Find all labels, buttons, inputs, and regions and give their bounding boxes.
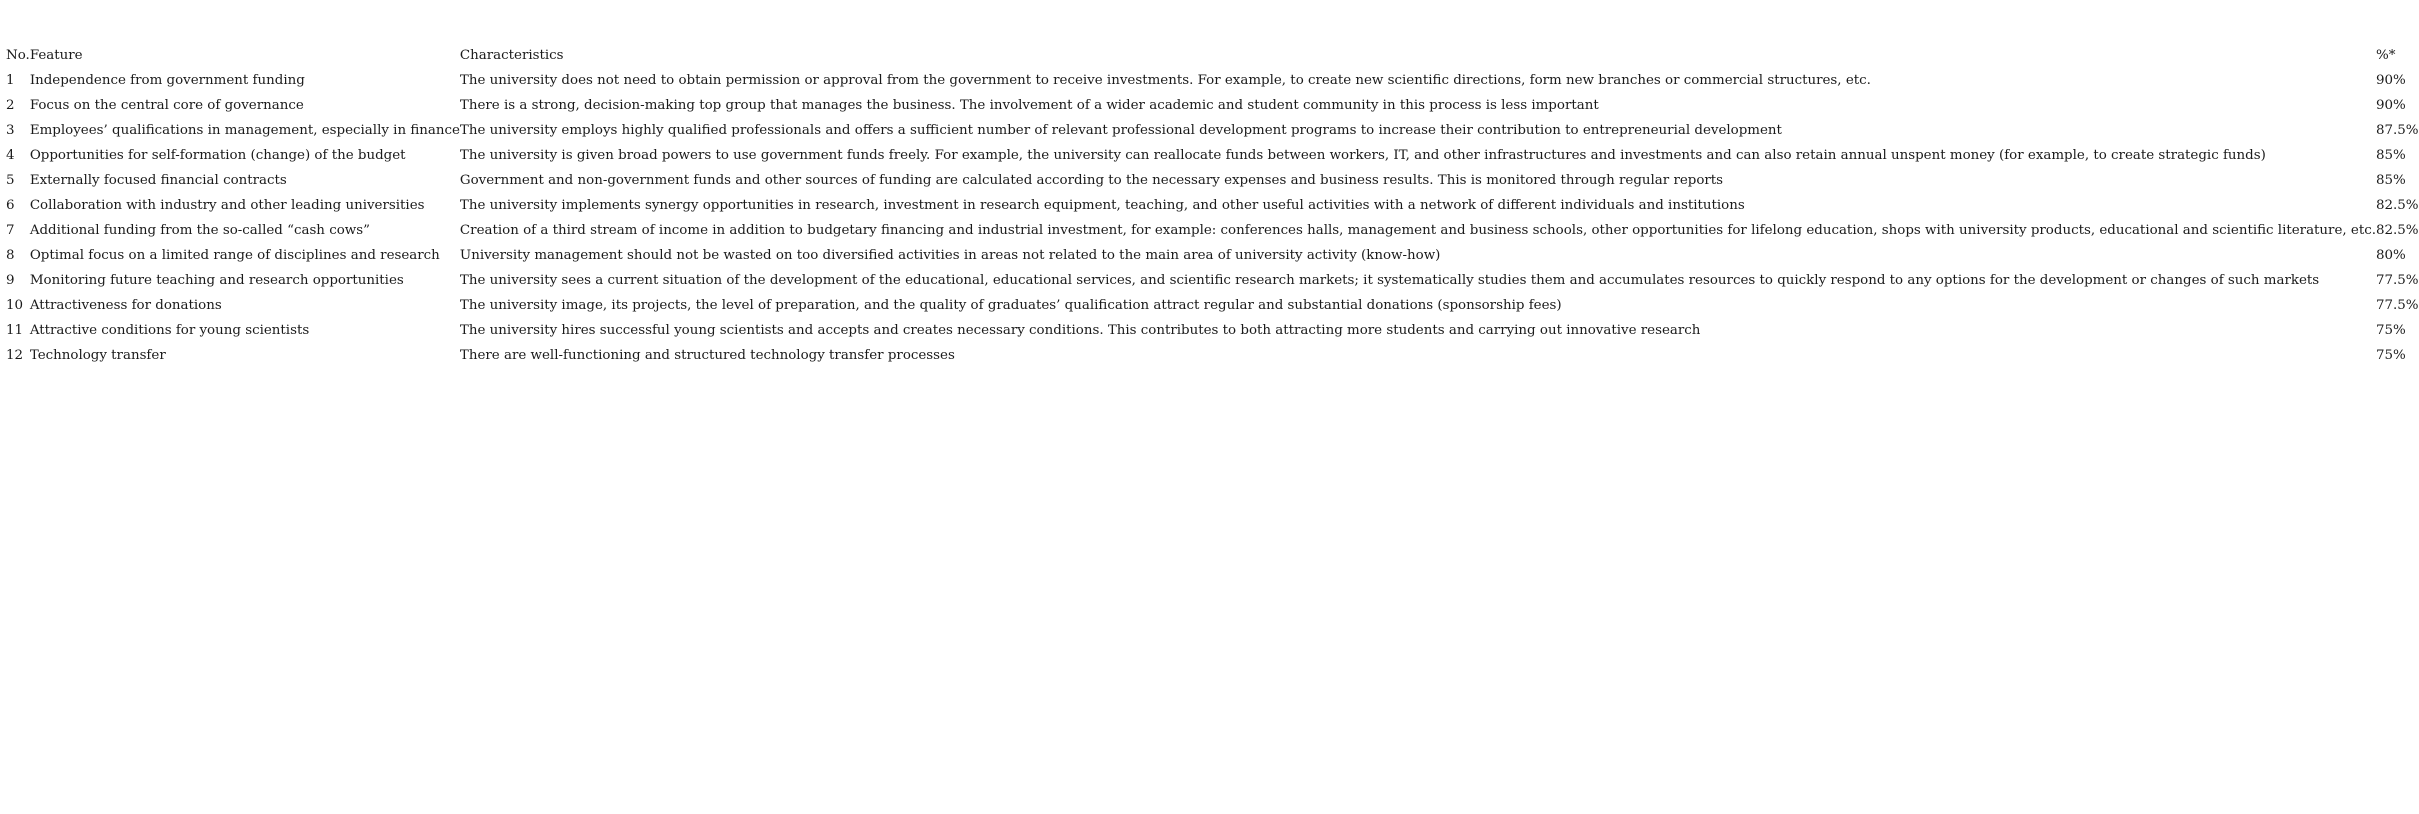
- cell-characteristics: The university image, its projects, the level of preparation, and the quality of graduates’ qualification attract regular and substantial donations (sponsorship fees): [459, 298, 1562, 313]
- cell-percent: 75%: [2375, 348, 2406, 363]
- cell-characteristics: There is a strong, decision-making top group that manages the business. The involvement of a wider academic and student community in this process is less important: [459, 98, 1599, 113]
- table-row: [6, 168, 2419, 193]
- table-row: [6, 318, 2419, 343]
- cell-characteristics: The university employs highly qualified professionals and offers a sufficient number of relevant professional development programs to increase their contribution to entrepreneurial development: [459, 123, 1782, 138]
- cell-feature: Employees’ qualifications in management, especially in finance: [29, 123, 460, 138]
- table-row: [6, 343, 2419, 368]
- header-percent: %*: [2375, 48, 2396, 63]
- cell-characteristics: There are well-functioning and structured technology transfer processes: [459, 348, 955, 363]
- table-body: [6, 68, 2419, 368]
- table-header: [6, 43, 2419, 68]
- table-row: [6, 68, 2419, 93]
- cell-feature: Additional funding from the so-called “cash cows”: [29, 223, 370, 238]
- cell-characteristics: Government and non-government funds and other sources of funding are calculated according to the necessary expenses and business results. This is monitored through regular reports: [459, 173, 1724, 188]
- table-row: [6, 193, 2419, 218]
- cell-no: 9: [6, 273, 15, 288]
- cell-characteristics: The university hires successful young scientists and accepts and creates necessary conditions. This contributes to both attracting more students and carrying out innovative research: [459, 323, 1701, 338]
- header-characteristics: Characteristics: [459, 48, 564, 63]
- cell-percent: 82.5%: [2375, 223, 2419, 238]
- cell-no: 10: [6, 298, 24, 313]
- cell-percent: 85%: [2375, 173, 2406, 188]
- table-row: [6, 143, 2419, 168]
- cell-percent: 82.5%: [2375, 198, 2419, 213]
- cell-feature: Opportunities for self-formation (change) of the budget: [29, 148, 406, 163]
- cell-characteristics: The university does not need to obtain permission or approval from the government to receive investments. For example, to create new scientific directions, form new branches or commercial structures, etc.: [459, 73, 1871, 88]
- cell-percent: 80%: [2375, 248, 2406, 263]
- header-no: No.: [6, 48, 30, 63]
- cell-characteristics: University management should not be wasted on too diversified activities in areas not related to the main area of university activity (know-how): [459, 248, 1441, 263]
- cell-no: 3: [6, 123, 15, 138]
- cell-no: 2: [6, 98, 15, 113]
- cell-percent: 75%: [2375, 323, 2406, 338]
- cell-no: 8: [6, 248, 15, 263]
- cell-no: 7: [6, 223, 15, 238]
- cell-feature: Focus on the central core of governance: [29, 98, 304, 113]
- cell-characteristics: The university is given broad powers to use government funds freely. For example, the university can reallocate funds between workers, IT, and other infrastructures and investments and can also retain annual unspent money (for example, to create strategic funds): [459, 148, 2266, 163]
- cell-percent: 77.5%: [2375, 298, 2419, 313]
- cell-percent: 85%: [2375, 148, 2406, 163]
- cell-feature: Attractive conditions for young scientists: [29, 323, 310, 338]
- header-feature: Feature: [29, 48, 83, 63]
- cell-no: 6: [6, 198, 15, 213]
- cell-no: 5: [6, 173, 15, 188]
- cell-characteristics: Creation of a third stream of income in addition to budgetary financing and industrial investment, for example: conferences halls, management and business schools, other opportunities for lifelong education, shops with university products, educational and scientific literature, etc.: [459, 223, 2376, 238]
- cell-characteristics: The university implements synergy opportunities in research, investment in research equipment, teaching, and other useful activities with a network of different individuals and institutions: [459, 198, 1745, 213]
- cell-no: 12: [6, 348, 24, 363]
- cell-feature: Externally focused financial contracts: [29, 173, 287, 188]
- header-row: [6, 43, 2419, 68]
- table-row: [6, 268, 2419, 293]
- cell-percent: 90%: [2375, 98, 2406, 113]
- cell-no: 1: [6, 73, 15, 88]
- cell-characteristics: The university sees a current situation of the development of the educational, educational services, and scientific research markets; it systematically studies them and accumulates resources to quickly respond to any options for the development or changes of such markets: [459, 273, 2320, 288]
- table-row: [6, 218, 2419, 243]
- cell-percent: 77.5%: [2375, 273, 2419, 288]
- table-row: [6, 293, 2419, 318]
- cell-percent: 90%: [2375, 73, 2406, 88]
- cell-percent: 87.5%: [2375, 123, 2419, 138]
- table-row: [6, 243, 2419, 268]
- table-row: [6, 118, 2419, 143]
- cell-no: 11: [6, 323, 24, 338]
- cell-no: 4: [6, 148, 15, 163]
- table-row: [6, 93, 2419, 118]
- cell-feature: Monitoring future teaching and research opportunities: [29, 273, 404, 288]
- cell-feature: Collaboration with industry and other leading universities: [29, 198, 425, 213]
- cell-feature: Attractiveness for donations: [29, 298, 222, 313]
- cell-feature: Technology transfer: [29, 348, 166, 363]
- cell-feature: Independence from government funding: [29, 73, 305, 88]
- cell-feature: Optimal focus on a limited range of disciplines and research: [29, 248, 440, 263]
- features-table: [6, 43, 2419, 368]
